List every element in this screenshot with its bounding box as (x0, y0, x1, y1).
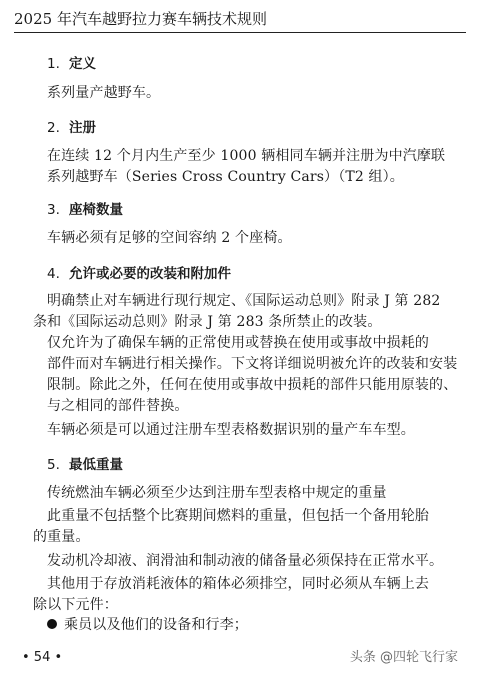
paragraph-line: 车辆必须有足够的空间容纳 2 个座椅。 (47, 230, 292, 246)
section-number: 1. (47, 56, 60, 72)
section-number: 4. (47, 266, 60, 282)
paragraph-line: 在连续 12 个月内生产至少 1000 辆相同车辆并注册为中汽摩联 (47, 148, 446, 164)
section-number: 2. (47, 120, 60, 136)
paragraph-line: 此重量不包括整个比赛期间燃料的重量，但包括一个备用轮胎 (47, 508, 430, 524)
section-title: 定义 (69, 56, 96, 72)
section-number: 3. (47, 202, 60, 218)
page-number: • 54 • (22, 650, 63, 665)
page-header (14, 6, 466, 33)
section-title: 注册 (69, 120, 96, 136)
section-heading-definition (47, 52, 96, 72)
section-title: 最低重量 (69, 457, 123, 473)
paragraph-line: 的重量。 (33, 529, 90, 545)
paragraph-line: 限制。除此之外，任何在使用或事故中损耗的部件只能用原装的、 (47, 377, 458, 393)
paragraph-line: 部件而对车辆进行相关操作。下文将详细说明被允许的改装和安装 (47, 356, 458, 372)
section-heading-seats (47, 198, 123, 218)
paragraph-line: 系列量产越野车。 (47, 85, 161, 101)
section-heading-registration (47, 116, 96, 136)
section-heading-modifications (47, 262, 231, 282)
paragraph-line: 车辆必须是可以通过注册车型表格数据识别的量产车车型。 (47, 422, 415, 438)
paragraph-line: 条和《国际运动总则》附录 J 第 283 条所禁止的改装。 (33, 314, 382, 330)
bullet-item: 乘员以及他们的设备和行李； (64, 617, 248, 633)
watermark: 头条 @四轮飞行家 (349, 650, 458, 665)
paragraph-line: 明确禁止对车辆进行现行规定、《国际运动总则》附录 J 第 282 (47, 293, 441, 309)
paragraph-line: 传统燃油车辆必须至少达到注册车型表格中规定的重量 (47, 485, 387, 501)
paragraph-line: 发动机冷却液、润滑油和制动液的储备量必须保持在正常水平。 (47, 553, 444, 569)
paragraph-line: 系列越野车（Series Cross Country Cars）（T2 组）。 (47, 169, 404, 185)
paragraph-line: 仅允许为了确保车辆的正常使用或替换在使用或事故中损耗的 (47, 335, 430, 351)
paragraph-line: 除以下元件： (33, 597, 118, 613)
paragraph-line: 其他用于存放消耗液体的箱体必须排空，同时必须从车辆上去 (47, 576, 430, 592)
section-title: 允许或必要的改装和附加件 (69, 266, 231, 282)
document-title: 2025 年汽车越野拉力赛车辆技术规则 (14, 10, 267, 28)
paragraph-line: 与之相同的部件替换。 (47, 398, 189, 414)
bullet-dot-icon (47, 619, 57, 629)
section-number: 5. (47, 457, 60, 473)
section-title: 座椅数量 (69, 202, 123, 218)
section-heading-minimum-weight (47, 453, 123, 473)
